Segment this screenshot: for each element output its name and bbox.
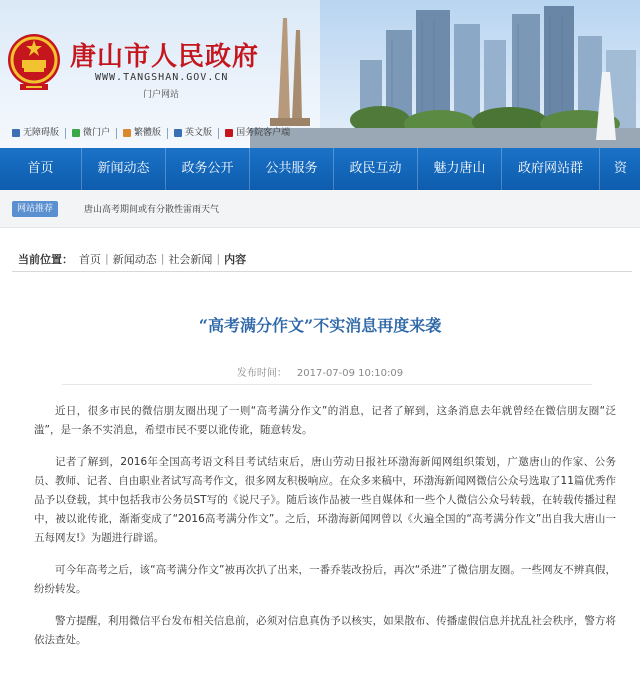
nav-item-more[interactable]: 资 [614, 161, 628, 176]
article-paragraph: 可今年高考之后，该“高考满分作文”被再次扒了出来，一番乔装改扮后，再次“杀进”了微信朋友圈。一些网友不辨真假，纷纷转发。 [34, 564, 616, 595]
breadcrumb [12, 246, 632, 272]
nav-item-home[interactable]: 首页 [0, 148, 82, 190]
nav-item-public-service[interactable]: 公共服务 [250, 148, 334, 190]
divider [62, 384, 592, 385]
top-link-label: 国务院客户端 [236, 127, 291, 138]
top-links [0, 124, 296, 142]
breadcrumb-home[interactable]: 首页 [79, 252, 101, 266]
accessibility-icon [12, 129, 20, 137]
publish-time: 2017-07-09 10:10:09 [296, 368, 404, 379]
top-link-wechat[interactable] [65, 128, 116, 139]
recommend-label: 网站推荐 [12, 201, 58, 217]
breadcrumb-social-news[interactable]: 社会新闻 [168, 252, 213, 266]
city-skyline-image [250, 0, 640, 148]
nav-item-gov-affairs[interactable]: 政务公开 [166, 148, 250, 190]
breadcrumb-separator: | [160, 252, 165, 265]
publish-label: 发布时间： [236, 368, 287, 379]
portal-label: 门户网站 [143, 90, 180, 100]
national-emblem-icon [6, 30, 62, 94]
top-link-accessibility[interactable] [0, 128, 65, 139]
top-link-label: 繁體版 [134, 127, 162, 138]
publish-info [0, 364, 640, 379]
top-link-english[interactable] [167, 128, 218, 139]
article-title: “高考满分作文”不实消息再度来袭 [198, 316, 442, 335]
article-paragraph: 近日，很多市民的微信朋友圈出现了一则“高考满分作文”的消息，记者了解到，这条消息去年就曾经在微信朋友圈“泛滥”，是一条不实消息，希望市民不要以讹传讹，随意转发。 [34, 405, 616, 436]
breadcrumb-news[interactable]: 新闻动态 [112, 252, 157, 266]
recommend-link[interactable]: 唐山高考期间或有分散性雷雨天气 [84, 205, 220, 215]
top-link-state-council-app[interactable] [218, 128, 296, 139]
article-paragraph: 记者了解到，2016年全国高考语文科目考试结束后，唐山劳动日报社环渤海新闻网组织策划，广邀唐山的作家、公务员、教师、记者、自由职业者试写高考作文，很多网友积极响应。在众多来稿中，环渤海新闻网微信公众号选取了11篇优秀作品予以登载，其中包括我市公务员ST写的《说尺子》。随后该作品被一些自媒体和一些个人微信公众号转载，在转载传播过程中，被以讹传讹，渐渐变成了“2016高考满分作文”。之后，环渤海新闻网曾以《火遍全国的“高考满分作文”出自我大唐山一五每网友!》为题进行辟谣。 [34, 456, 616, 544]
recommend-bar [0, 190, 640, 228]
breadcrumb-lead: 当前位置： [18, 252, 73, 266]
site-url: WWW.TANGSHAN.GOV.CN [95, 72, 229, 83]
nav-item-charm-tangshan[interactable]: 魅力唐山 [418, 148, 502, 190]
nav-item-site-group[interactable]: 政府网站群 [502, 148, 600, 190]
breadcrumb-separator: | [216, 252, 221, 265]
top-link-label: 英文版 [185, 127, 213, 138]
main-nav [0, 148, 640, 190]
nav-item-interaction[interactable]: 政民互动 [334, 148, 418, 190]
article-body [34, 402, 616, 663]
site-title[interactable]: 唐山市人民政府 [70, 42, 260, 72]
traditional-icon [123, 129, 131, 137]
app-icon [225, 129, 233, 137]
wechat-icon [72, 129, 80, 137]
top-link-label: 无障碍版 [23, 127, 60, 138]
top-link-traditional[interactable] [116, 128, 167, 139]
breadcrumb-current: 内容 [224, 252, 247, 266]
breadcrumb-separator: | [105, 252, 109, 265]
top-link-label: 微门户 [83, 127, 111, 138]
nav-item-news[interactable]: 新闻动态 [82, 148, 166, 190]
article-paragraph: 警方提醒，利用微信平台发布相关信息前，必须对信息真伪予以核实，如果散布、传播虚假信息并扰乱社会秩序，警方将依法查处。 [34, 615, 616, 646]
english-icon [174, 129, 182, 137]
site-header [0, 0, 640, 148]
